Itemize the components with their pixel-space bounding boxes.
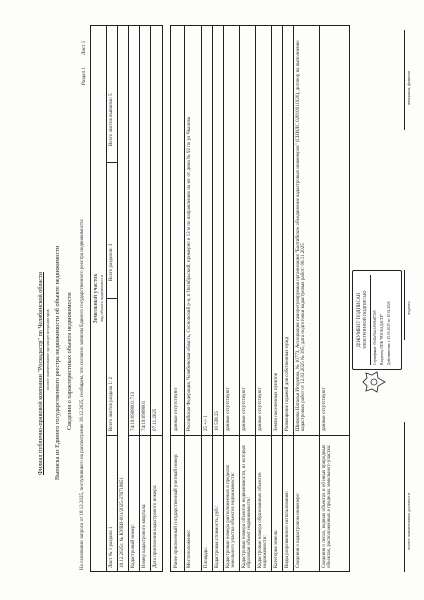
footer-position: полное наименование должности <box>406 493 411 550</box>
footer-name: инициалы, фамилия <box>406 70 411 105</box>
cadastral-quarter-label: Номер кадастрового квартала: <box>142 503 147 568</box>
prev-number-value: данные отсутствуют <box>174 387 179 431</box>
natural-objects-value: данные отсутствуют <box>322 387 327 431</box>
sheet-label: Лист 1 <box>82 40 87 55</box>
assign-date-value: 07.11.2025 <box>153 408 158 431</box>
contained-objects-value: данные отсутствуют <box>226 387 231 431</box>
org-name: Филиал публично-правовой компании "Роскадастр" по Челябинской области <box>37 272 44 475</box>
assign-date-label: Дата присвоения кадастрового номера: <box>153 484 158 568</box>
sheet-of-section: Лист № 1 раздела 1 <box>109 526 114 568</box>
location-value: Российская Федерация, Челябинская область, Сосновский р-н, п Октябрьский, примерно в 13 м по направлению на юг от дома № 92 по ул Чкалова <box>187 116 192 431</box>
formed-objects-value: данные отсутствуют <box>258 387 263 431</box>
section-sheets-total: Всего листов раздела 1: 2 <box>109 376 114 431</box>
org-note: полное наименование органа регистрации прав <box>45 309 50 390</box>
cadastral-cost-label: Кадастровая стоимость, руб.: <box>215 505 220 568</box>
emblem-icon <box>361 371 392 393</box>
top-table <box>90 25 163 572</box>
area-value: 25 +/- 1 <box>204 415 209 431</box>
source-objects-label: Кадастровые номера объектов недвижимости, из которых образован объект недвижимости: <box>242 444 253 568</box>
e-signature-stamp <box>352 270 402 370</box>
footer-signature: подпись <box>406 301 411 315</box>
object-type-note: вид объекта недвижимости <box>99 275 104 322</box>
main-table <box>170 25 350 572</box>
extract-number: 18.12.2025г. № КУВИ-001/2025-276718651 <box>120 477 125 568</box>
stamp-validity: Действителен: с 15.01.2025 по 10.04.2026 <box>387 301 391 365</box>
engineer-label: Сведения о кадастровом инженере: <box>296 492 301 568</box>
stamp-line-2: ЭЛЕКТРОННОЙ ПОДПИСЬЮ <box>362 290 367 350</box>
cadastral-number-label: Кадастровый номер: <box>131 524 136 568</box>
stamp-owner: Владелец: ППК "РОСКАДАСТР" <box>380 313 384 365</box>
extract-sheets-total: Всего листов выписки: 5 <box>109 93 114 146</box>
permitted-use-value: Размещение гаражей для собственных нужд <box>285 336 290 431</box>
engineer-value: Шипкова Наталья Игоревна, № 10773, Ассоциация саморегулируемая организация "Балтийское объединение кадастровых инженеров" (СНИЛС 02810911920), договор на выполнение кадастровых работ от 12.02.2025 № 395, дата подготовки кадастровых работ: 06.11.2025 <box>296 40 307 431</box>
stamp-line-1: ДОКУМЕНТ ПОДПИСАН <box>357 292 362 348</box>
section-label: Раздел 1 <box>82 67 87 85</box>
prev-number-label: Ранее присвоенный государственный учетный номер: <box>174 453 179 568</box>
area-label: Площадь: <box>204 547 209 568</box>
source-objects-value: данные отсутствуют <box>242 387 247 431</box>
permitted-use-label: Виды разрешенного использования: <box>285 491 290 568</box>
contained-objects-label: Кадастровые номера расположенных в пределах земельного участка объектов недвижимости: <box>226 464 237 568</box>
request-text: На основании запроса от 18.12.2025, поступившего на рассмотрение 18.12.2025, сообщаем, что согласно записям Единого государственного реестра недвижимости: <box>80 218 85 570</box>
document-subtitle: Сведения о характеристиках объекта недвижимости <box>66 292 73 430</box>
sections-total: Всего разделов: 3 <box>109 243 114 281</box>
cadastral-quarter-value: 74:19:0908001 <box>142 400 147 431</box>
cadastral-cost-value: 10 538.25 <box>215 411 220 431</box>
stamp-certificate: Сертификат: 00d2a5b4c1f0e9a87365 <box>373 310 377 365</box>
formed-objects-label: Кадастровые номера образованных объектов недвижимости: <box>258 472 269 568</box>
natural-objects-label: Сведения о лесах, водных объектах и об иных природных объектах, расположенных в пределах земельного участка: <box>322 444 333 568</box>
location-label: Местоположение: <box>187 529 192 568</box>
cadastral-number-value: 74:19:0908001:713 <box>131 391 136 431</box>
land-category-value: Земли населенных пунктов <box>274 372 279 431</box>
land-category-label: Категория земель: <box>274 529 279 568</box>
object-type: Земельный участок <box>93 273 99 324</box>
document-title: Выписка из Единого государственного реестра недвижимости об объекте недвижимости <box>54 245 61 480</box>
